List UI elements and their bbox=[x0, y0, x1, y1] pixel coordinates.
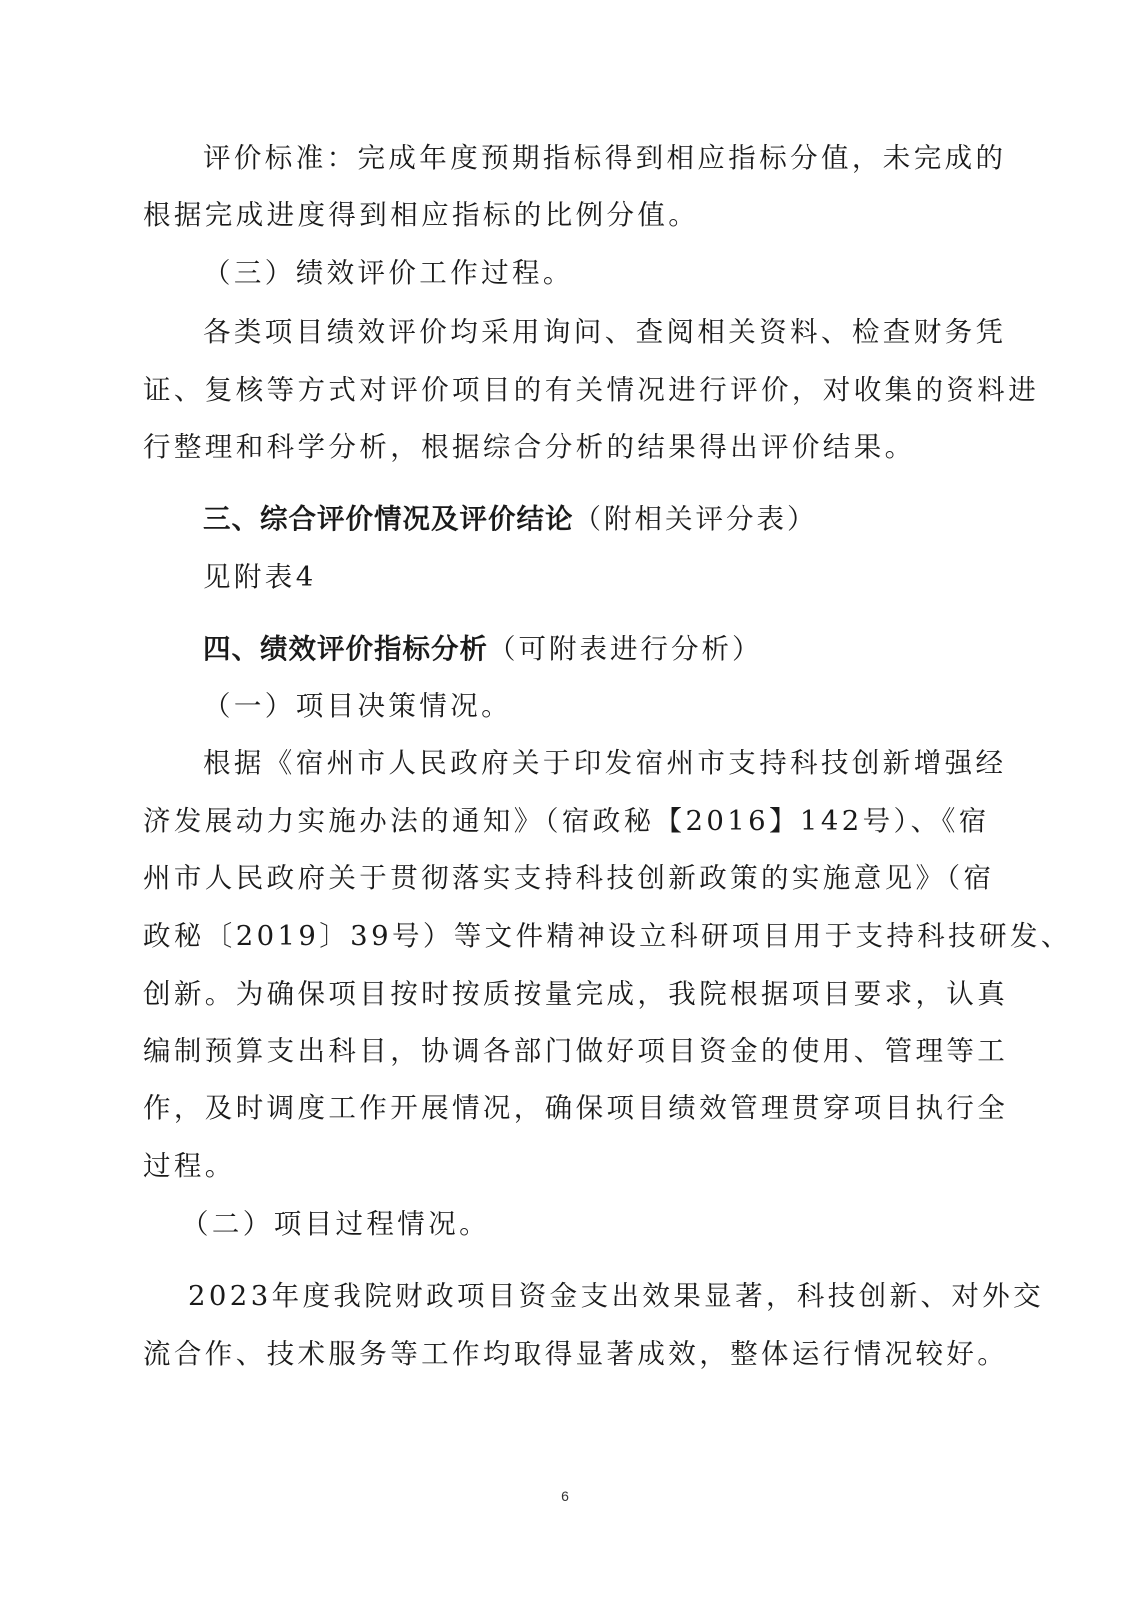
subsection-heading: （一）项目决策情况。 bbox=[203, 690, 512, 722]
section-heading-4 bbox=[0, 629, 763, 669]
section-heading-title: 四、绩效评价指标分析 bbox=[203, 633, 488, 665]
paragraph-line: 流合作、技术服务等工作均取得显著成效，整体运行情况较好。 bbox=[143, 1338, 1009, 1370]
section-heading-note: （可附表进行分析） bbox=[488, 633, 763, 665]
paragraph-line: 根据《宿州市人民政府关于印发宿州市支持科技创新增强经 bbox=[203, 747, 1007, 779]
paragraph-line: 行整理和科学分析，根据综合分析的结果得出评价结果。 bbox=[143, 431, 916, 463]
paragraph-line: 编制预算支出科目，协调各部门做好项目资金的使用、管理等工 bbox=[143, 1035, 1009, 1067]
paragraph-line: 证、复核等方式对评价项目的有关情况进行评价，对收集的资料进 bbox=[143, 374, 1040, 406]
paragraph-line: 济发展动力实施办法的通知》（宿政秘【2016】142号）、《宿 bbox=[143, 805, 990, 837]
paragraph-line: 作，及时调度工作开展情况，确保项目绩效管理贯穿项目执行全 bbox=[143, 1092, 1009, 1124]
paragraph-line: 2023年度我院财政项目资金支出效果显著，科技创新、对外交 bbox=[188, 1280, 1045, 1312]
paragraph-line: 根据完成进度得到相应指标的比例分值。 bbox=[143, 199, 700, 231]
paragraph-line: 各类项目绩效评价均采用询问、查阅相关资料、检查财务凭 bbox=[203, 316, 1007, 348]
paragraph-line: 创新。为确保项目按时按质按量完成，我院根据项目要求，认真 bbox=[143, 978, 1009, 1010]
page-number: 6 bbox=[561, 1488, 569, 1504]
section-heading-note: （附相关评分表） bbox=[573, 503, 818, 535]
paragraph-line: 评价标准：完成年度预期指标得到相应指标分值，未完成的 bbox=[203, 142, 1007, 174]
subsection-heading: （二）项目过程情况。 bbox=[181, 1208, 490, 1240]
paragraph-line: 过程。 bbox=[143, 1150, 236, 1182]
paragraph-line: 州市人民政府关于贯彻落实支持科技创新政策的实施意见》（宿 bbox=[143, 862, 995, 894]
subsection-heading: （三）绩效评价工作过程。 bbox=[203, 257, 574, 289]
paragraph-line: 政秘〔2019〕39号）等文件精神设立科研项目用于支持科技研发、 bbox=[143, 920, 1072, 952]
section-heading-3 bbox=[0, 499, 818, 539]
paragraph-line: 见附表4 bbox=[203, 561, 317, 593]
section-heading-title: 三、综合评价情况及评价结论 bbox=[203, 503, 574, 535]
